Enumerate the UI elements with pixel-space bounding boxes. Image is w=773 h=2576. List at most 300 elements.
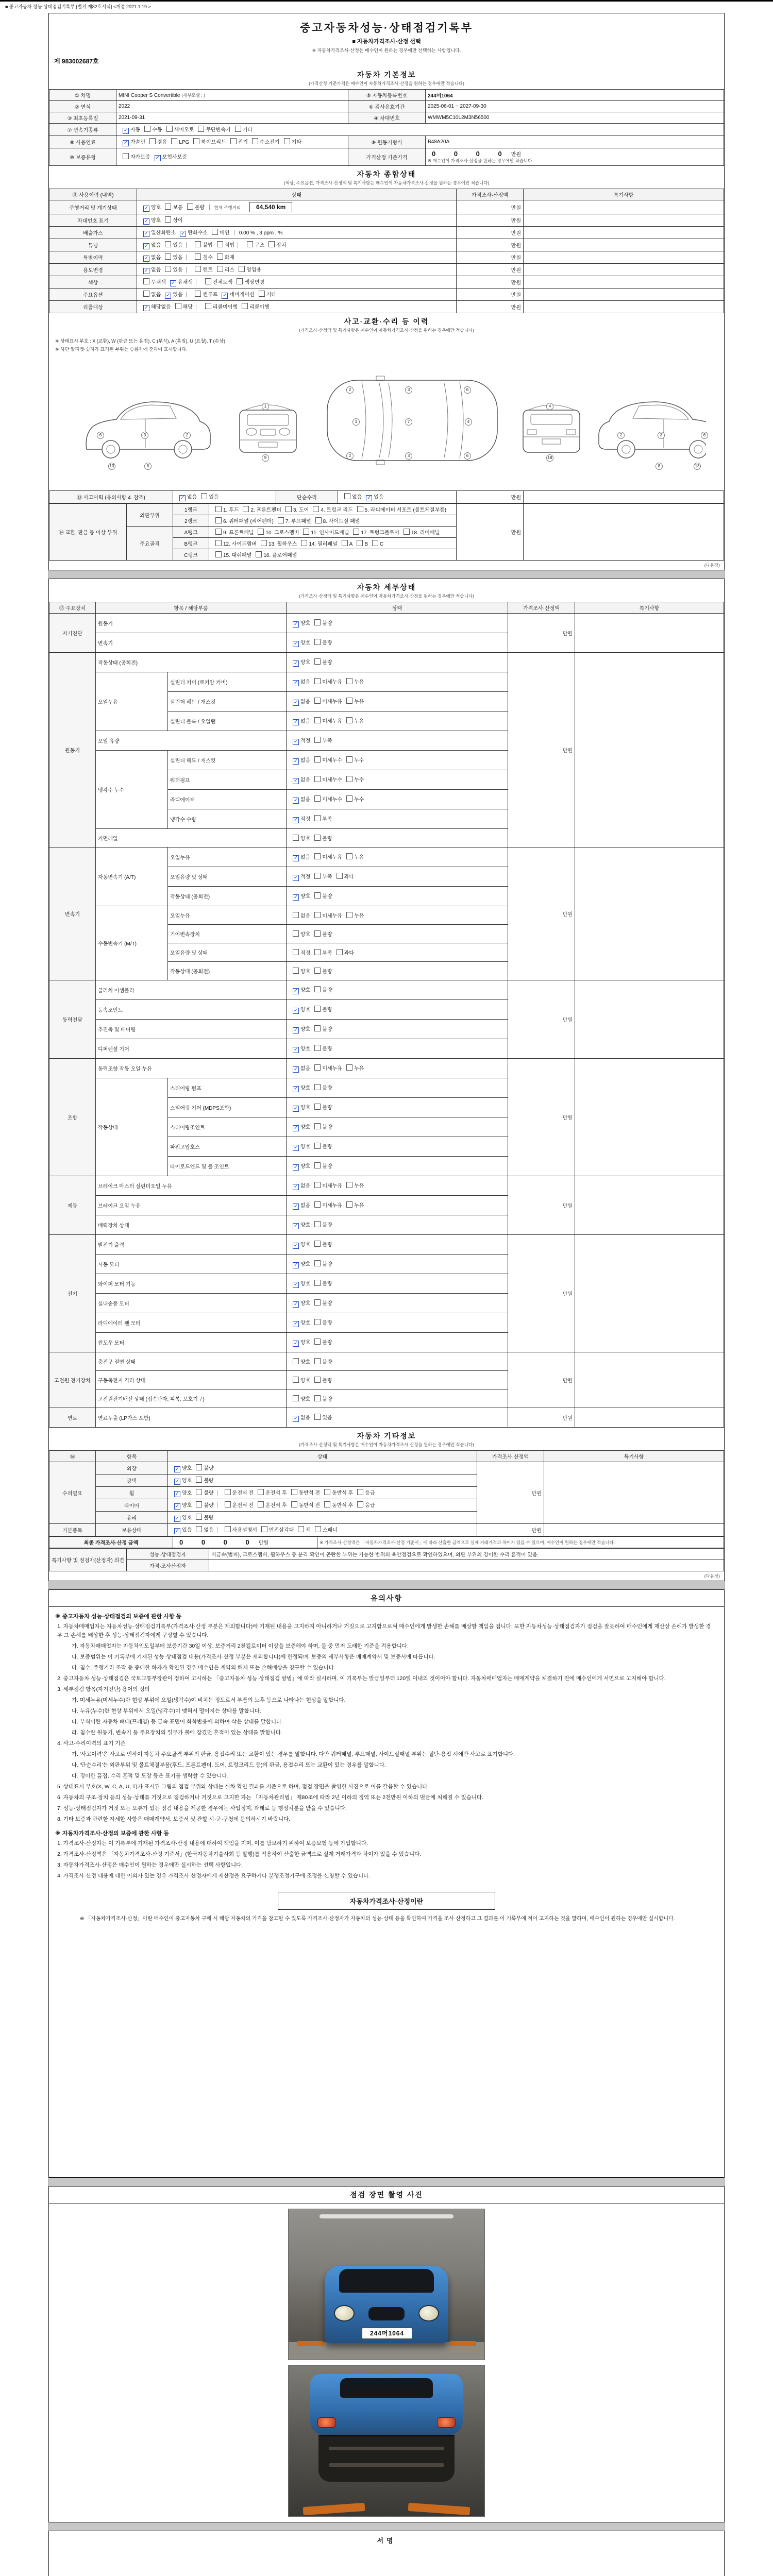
- diagram-mark: 3: [658, 432, 665, 439]
- checkbox[interactable]: [314, 1182, 321, 1188]
- checkbox[interactable]: ✓: [144, 231, 149, 236]
- checkbox[interactable]: [346, 756, 352, 762]
- detail-st: [287, 1176, 508, 1196]
- checkbox[interactable]: [346, 717, 352, 723]
- checkbox[interactable]: [242, 303, 248, 309]
- checkbox[interactable]: ✓: [293, 798, 298, 803]
- checkbox[interactable]: [314, 986, 321, 992]
- checkbox[interactable]: [195, 253, 201, 260]
- checkbox[interactable]: [324, 1489, 330, 1495]
- first-reg-value: 2021-09-31: [116, 112, 348, 124]
- checkbox-label: 부족: [322, 738, 332, 744]
- overall-header-state: 상태: [137, 189, 457, 200]
- checkbox-label: 동반석 후: [331, 1490, 354, 1496]
- checkbox-label: 부족: [322, 874, 332, 880]
- checkbox[interactable]: ✓: [166, 293, 171, 298]
- checkbox[interactable]: ✓: [293, 1086, 298, 1092]
- year-value: 2022: [116, 101, 348, 112]
- table-row: [49, 301, 724, 313]
- checkbox[interactable]: ✓: [293, 875, 298, 880]
- checkbox[interactable]: [165, 204, 171, 210]
- checkbox[interactable]: [293, 912, 299, 918]
- checkbox[interactable]: [143, 291, 149, 297]
- checkbox[interactable]: [225, 1526, 231, 1532]
- windshield: [339, 2269, 434, 2293]
- checkbox[interactable]: [314, 1414, 321, 1420]
- checkbox[interactable]: [314, 815, 321, 821]
- checkbox[interactable]: [314, 756, 321, 762]
- detail-pr: 만원: [508, 1408, 575, 1428]
- checkbox[interactable]: ✓: [171, 280, 176, 286]
- checkbox[interactable]: [346, 1182, 352, 1188]
- tail-light: [437, 2417, 456, 2428]
- base-price-digits: 0 0 0 0: [432, 150, 510, 158]
- checkbox[interactable]: [187, 204, 193, 210]
- checkbox[interactable]: [314, 776, 321, 782]
- checkbox[interactable]: [303, 529, 309, 535]
- checkbox[interactable]: [314, 1006, 321, 1012]
- checkbox-label: 없음: [151, 243, 161, 248]
- checkbox[interactable]: ✓: [123, 128, 128, 133]
- checkbox-label: 불량: [322, 988, 332, 993]
- checkbox-label: 양호: [300, 836, 311, 842]
- checkbox[interactable]: ✓: [180, 495, 185, 501]
- checkbox[interactable]: ✓: [144, 268, 149, 274]
- checkbox[interactable]: ✓: [181, 231, 186, 236]
- diagram-mark: 3: [141, 432, 148, 439]
- checkbox[interactable]: ✓: [293, 680, 298, 686]
- checkbox[interactable]: [314, 949, 321, 955]
- notice-item: 가. '사고이력'은 사고로 인하여 자동차 주요골격 부위의 판금, 용접수리 또는 교환이 있는 경우를 말합니다. 다만 쿼터패널, 루프패널, 사이드실패널 부위는 절단·용접 시에만 사고로 표기합니다.: [72, 1751, 515, 1757]
- checkbox[interactable]: [143, 278, 149, 284]
- detail-row: [49, 848, 724, 867]
- checkbox[interactable]: ✓: [293, 1047, 298, 1053]
- checkbox[interactable]: [353, 529, 359, 535]
- checkbox[interactable]: [230, 138, 237, 144]
- checkbox[interactable]: [314, 619, 321, 625]
- checkbox[interactable]: ✓: [293, 621, 298, 627]
- checkbox[interactable]: ✓: [175, 1466, 180, 1472]
- checkbox[interactable]: [314, 1299, 321, 1306]
- checkbox[interactable]: [215, 540, 222, 546]
- checkbox[interactable]: [256, 551, 262, 557]
- checkbox[interactable]: ✓: [293, 660, 298, 666]
- table-row: [49, 148, 724, 166]
- checkbox[interactable]: ✓: [293, 1145, 298, 1150]
- price-cell: 만원: [457, 491, 524, 503]
- checkbox[interactable]: ✓: [293, 778, 298, 784]
- detail-row: [49, 1059, 724, 1078]
- diagram-mark: 6: [464, 452, 471, 460]
- checkbox[interactable]: [346, 1064, 352, 1071]
- detail-st: [287, 1294, 508, 1313]
- checkbox-label: 미세누유: [322, 1066, 342, 1072]
- checkbox[interactable]: [357, 1501, 363, 1507]
- checkbox[interactable]: [196, 1526, 202, 1532]
- checkbox-label: 15. 대쉬패널: [223, 553, 252, 558]
- checkbox[interactable]: ✓: [293, 641, 298, 647]
- checkbox[interactable]: [314, 737, 321, 743]
- checkbox[interactable]: [313, 506, 319, 512]
- checkbox[interactable]: ✓: [123, 140, 128, 146]
- checkbox-label: 없음: [204, 1528, 214, 1533]
- checkbox[interactable]: ✓: [293, 1125, 298, 1131]
- checkbox[interactable]: [252, 138, 258, 144]
- detail-st: [287, 1098, 508, 1117]
- detail-st: [287, 614, 508, 633]
- checkbox-label: 미세누수: [322, 797, 342, 803]
- checkbox-label: 없음: [300, 1066, 311, 1072]
- checkbox[interactable]: [239, 266, 245, 272]
- checkbox[interactable]: [175, 303, 181, 309]
- checkbox[interactable]: [217, 266, 223, 272]
- checkbox[interactable]: ✓: [293, 988, 298, 994]
- checkbox[interactable]: [293, 1377, 299, 1383]
- checkbox[interactable]: ✓: [175, 1503, 180, 1509]
- detail-itm: 윈도우 모터: [96, 1333, 287, 1352]
- accident-history-table: [49, 490, 724, 503]
- checkbox[interactable]: [314, 1358, 321, 1364]
- checkbox[interactable]: [205, 278, 211, 284]
- basic-info-table: [49, 89, 724, 166]
- reg-no-label: ⑤ 자동차등록번호: [348, 90, 426, 101]
- checkbox[interactable]: ✓: [293, 1416, 298, 1421]
- detail-st: [287, 1117, 508, 1137]
- opinion-table: [49, 1548, 724, 1571]
- detail-st: [287, 1078, 508, 1098]
- checkbox[interactable]: [268, 241, 275, 247]
- checkbox[interactable]: [315, 517, 322, 523]
- checkbox[interactable]: [346, 912, 352, 918]
- checkbox[interactable]: [357, 1489, 363, 1495]
- checkbox[interactable]: [314, 853, 321, 859]
- checkbox[interactable]: ✓: [293, 1301, 298, 1307]
- exterior-checks: [168, 1462, 477, 1475]
- checkbox[interactable]: [258, 1501, 264, 1507]
- checkbox[interactable]: [144, 126, 150, 132]
- checkbox[interactable]: [314, 1084, 321, 1090]
- checkbox[interactable]: [196, 1477, 202, 1483]
- checkbox[interactable]: ✓: [175, 1479, 180, 1484]
- diagram-mark: 8: [656, 463, 663, 470]
- checkbox-label: 있음: [173, 267, 183, 273]
- glass-checks: [168, 1512, 477, 1524]
- checkbox[interactable]: [337, 949, 343, 955]
- checkbox[interactable]: [314, 912, 321, 918]
- checkbox[interactable]: [293, 949, 299, 955]
- checkbox[interactable]: [346, 678, 352, 684]
- checkbox-label: 불량: [322, 1105, 332, 1111]
- etc-header-item: 항목: [96, 1451, 168, 1462]
- checkbox[interactable]: [293, 1395, 299, 1401]
- checkbox[interactable]: [195, 291, 201, 297]
- basic-info-note: (가격산정 기준가격은 매수인이 자동차가격조사·산정을 원하는 경우에만 적습니다): [309, 81, 464, 86]
- checkbox[interactable]: [314, 1143, 321, 1149]
- checkbox-label: 양호: [300, 969, 311, 975]
- checkbox[interactable]: ✓: [293, 855, 298, 861]
- checkbox[interactable]: [196, 1501, 202, 1507]
- checkbox[interactable]: [342, 540, 348, 546]
- checkbox-label: 9. 프론트패널: [223, 530, 254, 536]
- checkbox[interactable]: [372, 540, 378, 546]
- checkbox[interactable]: ✓: [144, 206, 149, 211]
- checkbox[interactable]: [314, 1025, 321, 1031]
- checkbox[interactable]: [285, 506, 292, 512]
- checkbox[interactable]: [217, 241, 223, 247]
- base-price-label: 가격산정 기준가격: [348, 148, 426, 166]
- checkbox-label: 불량: [322, 836, 332, 842]
- checkbox[interactable]: ✓: [175, 1491, 180, 1497]
- notice-intro-1: ※ 중고자동차 성능·상태점검의 보증에 관한 사항 등: [55, 1614, 182, 1620]
- checkbox-label: 18. 리어패널: [411, 530, 440, 536]
- checkbox[interactable]: ✓: [293, 1184, 298, 1190]
- detail-rm: [575, 1352, 724, 1408]
- checkbox[interactable]: [215, 529, 222, 535]
- checkbox[interactable]: [293, 1358, 299, 1364]
- checkbox[interactable]: [212, 229, 218, 235]
- checkbox[interactable]: [314, 968, 321, 974]
- checkbox-label: 1. 후드: [223, 507, 239, 513]
- checkbox[interactable]: [314, 892, 321, 899]
- final-price-note: ※ 가격조사·산정액은 「자동차가격조사·산정 기준서」에 따라 산출한 금액으로 실제 거래가격과 차이가 있을 수 있으며, 매수인이 원하는 경우에만 적습니다.: [317, 1537, 724, 1548]
- checkbox[interactable]: ✓: [293, 1106, 298, 1111]
- page-gap: [48, 570, 725, 579]
- checkbox[interactable]: [215, 517, 222, 523]
- checkbox[interactable]: [261, 1526, 267, 1532]
- detail-st: [287, 751, 508, 770]
- checkbox-label: 미세누유: [322, 680, 342, 685]
- checkbox-label: 11. 인사이드패널: [311, 530, 349, 536]
- checkbox[interactable]: [346, 795, 352, 802]
- checkbox[interactable]: [346, 1201, 352, 1208]
- checkbox[interactable]: [314, 717, 321, 723]
- checkbox[interactable]: [324, 1501, 330, 1507]
- checkbox[interactable]: ✓: [293, 817, 298, 823]
- checkbox-label: 전기: [238, 140, 248, 145]
- checkbox[interactable]: [195, 266, 201, 272]
- checkbox[interactable]: [314, 1395, 321, 1401]
- checkbox[interactable]: ✓: [223, 293, 227, 298]
- checkbox[interactable]: [171, 138, 177, 144]
- checkbox[interactable]: [165, 241, 171, 247]
- checkbox[interactable]: ✓: [293, 1223, 298, 1229]
- checkbox[interactable]: [314, 639, 321, 645]
- checkbox-label: 불량: [194, 205, 205, 211]
- checkbox[interactable]: [196, 1514, 202, 1520]
- final-price-digits: 0 0 0 0: [179, 1538, 258, 1546]
- base-price-cell: [426, 148, 724, 166]
- diagram-mark: 6: [464, 386, 471, 394]
- notice-item: 4. 사고·수리이력의 표기 기준: [57, 1740, 126, 1747]
- checkbox[interactable]: [314, 658, 321, 665]
- checkbox-label: 적정: [300, 874, 311, 880]
- checkbox[interactable]: [357, 506, 363, 512]
- checkbox[interactable]: [165, 216, 171, 223]
- checkbox-label: 양호: [300, 1027, 311, 1032]
- overall-title: 자동차 종합상태: [357, 170, 416, 178]
- state-code-legend2: ※ 하단 알파벳·숫자가 표기된 부위는 승용차에 준하여 표시합니다.: [55, 347, 188, 352]
- checkbox[interactable]: [315, 1526, 321, 1532]
- checkbox[interactable]: [198, 126, 204, 132]
- checkbox[interactable]: [314, 1123, 321, 1129]
- checkbox[interactable]: [225, 1489, 231, 1495]
- checkbox[interactable]: [314, 1162, 321, 1168]
- checkbox[interactable]: ✓: [293, 700, 298, 705]
- checkbox[interactable]: ✓: [293, 739, 298, 744]
- checkbox[interactable]: [314, 1104, 321, 1110]
- checkbox[interactable]: [217, 253, 223, 260]
- checkbox[interactable]: [314, 1045, 321, 1051]
- checkbox[interactable]: [314, 1221, 321, 1227]
- checkbox[interactable]: [261, 540, 267, 546]
- checkbox[interactable]: [314, 1319, 321, 1325]
- detail-st: [287, 1039, 508, 1059]
- checkbox-label: 영업용: [246, 267, 262, 273]
- checkbox[interactable]: [215, 506, 222, 512]
- checkbox[interactable]: [247, 241, 253, 247]
- divider: [186, 267, 187, 273]
- checkbox[interactable]: ✓: [293, 1066, 298, 1072]
- checkbox-label: 없음: [300, 797, 311, 803]
- checkbox[interactable]: [123, 153, 129, 159]
- detail-table: [49, 602, 724, 1428]
- checkbox-label: 5. 라디에이터 서포트 (볼트체결부품): [364, 507, 447, 513]
- remark-cell: [524, 289, 724, 301]
- checkbox[interactable]: [346, 698, 352, 704]
- checkbox[interactable]: [314, 1201, 321, 1208]
- checkbox[interactable]: [346, 776, 352, 782]
- checkbox[interactable]: ✓: [293, 758, 298, 764]
- checkbox[interactable]: [357, 540, 363, 546]
- checkbox[interactable]: [166, 126, 173, 132]
- checkbox[interactable]: [165, 266, 171, 272]
- checkbox[interactable]: [344, 493, 350, 499]
- car-damage-diagram: [67, 353, 706, 488]
- checkbox[interactable]: [291, 1489, 297, 1495]
- detail-st: [287, 848, 508, 867]
- checkbox[interactable]: ✓: [155, 155, 160, 161]
- checkbox[interactable]: ✓: [293, 1341, 298, 1346]
- checkbox[interactable]: [235, 126, 241, 132]
- checkbox[interactable]: [314, 1280, 321, 1286]
- detail-sub: 실린더 헤드 / 개스킷: [168, 751, 287, 770]
- checkbox[interactable]: [314, 678, 321, 684]
- checkbox[interactable]: ✓: [144, 305, 149, 311]
- checkbox[interactable]: [314, 1377, 321, 1383]
- remark-cell: [524, 200, 724, 214]
- checkbox[interactable]: ✓: [293, 719, 298, 725]
- checkbox[interactable]: ✓: [175, 1516, 180, 1521]
- checkbox[interactable]: [293, 930, 299, 937]
- checkbox[interactable]: [215, 551, 222, 557]
- document-header: [49, 13, 724, 55]
- checkbox[interactable]: [346, 853, 352, 859]
- checkbox[interactable]: ✓: [367, 495, 372, 501]
- checkbox[interactable]: ✓: [293, 1027, 298, 1033]
- checkbox[interactable]: [314, 930, 321, 937]
- checkbox[interactable]: ✓: [293, 1204, 298, 1209]
- checkbox[interactable]: [314, 1064, 321, 1071]
- checkbox[interactable]: [237, 278, 243, 284]
- checkbox[interactable]: ✓: [144, 256, 149, 261]
- checkbox[interactable]: ✓: [293, 1008, 298, 1013]
- checkbox[interactable]: [149, 138, 156, 144]
- checkbox[interactable]: [201, 493, 207, 499]
- checkbox[interactable]: [225, 1501, 231, 1507]
- checkbox[interactable]: [404, 529, 410, 535]
- checkbox[interactable]: [278, 517, 284, 523]
- checkbox[interactable]: [314, 1241, 321, 1247]
- checkbox[interactable]: [314, 835, 321, 841]
- checkbox[interactable]: [298, 1526, 304, 1532]
- detail-dev: 제동: [49, 1176, 96, 1235]
- checkbox[interactable]: [259, 291, 265, 297]
- checkbox[interactable]: [165, 253, 171, 260]
- detail-st: [287, 1333, 508, 1352]
- detail-st: [287, 672, 508, 692]
- checkbox[interactable]: [196, 1464, 202, 1470]
- checkbox[interactable]: [258, 529, 264, 535]
- detail-st: [287, 1352, 508, 1371]
- detail-itm: 오일 유량: [96, 731, 287, 751]
- emission-label: 배출가스: [49, 227, 137, 239]
- checkbox[interactable]: ✓: [293, 1321, 298, 1327]
- checkbox[interactable]: [293, 835, 299, 841]
- checkbox[interactable]: ✓: [144, 218, 149, 224]
- checkbox[interactable]: [314, 873, 321, 879]
- checkbox[interactable]: [314, 795, 321, 802]
- checkbox[interactable]: [205, 303, 211, 309]
- vin-label: ④ 차대번호: [348, 112, 426, 124]
- recall-state: [137, 301, 457, 313]
- checkbox[interactable]: ✓: [293, 1262, 298, 1268]
- checkbox[interactable]: [258, 1489, 264, 1495]
- checkbox-label: 누수: [354, 758, 364, 764]
- checkbox[interactable]: [291, 1501, 297, 1507]
- checkbox[interactable]: ✓: [293, 1282, 298, 1287]
- checkbox-label: 불량: [322, 932, 332, 938]
- checkbox-label: 리콜이행: [249, 304, 270, 310]
- checkbox-label: 불량: [322, 660, 332, 666]
- checkbox[interactable]: [337, 873, 343, 879]
- checkbox[interactable]: [193, 138, 199, 144]
- checkbox[interactable]: [284, 138, 290, 144]
- checkbox[interactable]: ✓: [144, 243, 149, 249]
- checkbox[interactable]: [301, 540, 307, 546]
- checkbox[interactable]: [293, 968, 299, 974]
- checkbox-label: 양호: [300, 1378, 311, 1384]
- checkbox[interactable]: [314, 698, 321, 704]
- checkbox-label: 불량: [204, 1466, 214, 1471]
- detail-st: [287, 1215, 508, 1235]
- checkbox[interactable]: [243, 506, 249, 512]
- exterior-label: 외장: [96, 1462, 168, 1475]
- tail-light: [317, 2417, 336, 2428]
- checkbox[interactable]: ✓: [293, 1243, 298, 1248]
- checkbox[interactable]: ✓: [293, 894, 298, 900]
- detail-itm: 발전기 출력: [96, 1235, 287, 1255]
- detail-itm: 오일누유: [96, 672, 168, 731]
- checkbox[interactable]: [314, 1260, 321, 1266]
- checkbox[interactable]: [195, 241, 201, 247]
- checkbox-label: 없음: [300, 680, 311, 685]
- checkbox[interactable]: ✓: [175, 1528, 180, 1534]
- checkbox[interactable]: [196, 1489, 202, 1495]
- checkbox[interactable]: [314, 1338, 321, 1345]
- vin-mark-label: 차대번호 표기: [49, 214, 137, 227]
- diagram-mark: 6: [97, 432, 104, 439]
- checkbox[interactable]: ✓: [293, 1164, 298, 1170]
